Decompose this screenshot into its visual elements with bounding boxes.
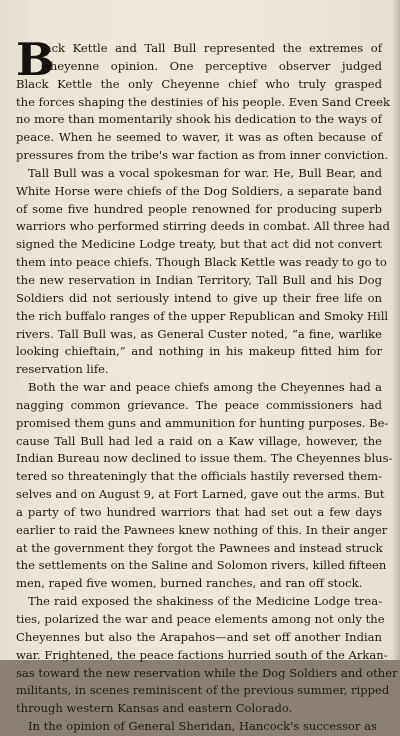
text-line: White Horse were chiefs of the Dog Soldiers, a separate band <box>16 183 382 198</box>
text-line: promised them guns and ammunition for hunting purposes. Be- <box>16 415 389 430</box>
text-line: selves and on August 9, at Fort Larned, gave out the arms. But <box>16 487 385 502</box>
text-line: pressures from the tribe's war faction as from inner conviction. <box>16 148 389 163</box>
body-text <box>16 33 398 736</box>
drop-cap: B <box>16 33 55 86</box>
text-line: sas toward the new reservation while the Dog Soldiers and other <box>16 665 398 680</box>
text-line: the new reservation in Indian Territory, Tall Bull and his Dog <box>16 272 382 287</box>
text-line: Tall Bull was a vocal spokesman for war. He, Bull Bear, and <box>28 165 382 180</box>
text-line: ties, polarized the war and peace elements among not only the <box>16 612 385 626</box>
text-line: a party of two hundred warriors that had set out a few days <box>16 504 382 519</box>
text-line: signed the Medicine Lodge treaty, but that act did not convert <box>16 237 382 252</box>
text-line: them into peace chiefs. Though Black Kettle was ready to go to <box>16 255 387 270</box>
text-line: rivers. Tall Bull was, as General Custer noted, “a fine, warlike <box>16 326 382 341</box>
text-line: warriors who performed stirring deeds in combat. All three had <box>16 219 390 234</box>
text-line: peace. When he seemed to waver, it was as often because of <box>16 130 382 145</box>
text-line: the forces shaping the destinies of his people. Even Sand Creek <box>16 94 390 109</box>
text-line: Cheyenne opinion. One perceptive observer judged <box>41 58 382 73</box>
text-line: earlier to raid the Pawnees knew nothing of this. In their anger <box>16 522 388 537</box>
text-line: looking chieftain,” and nothing in his makeup fitted him for <box>16 344 382 359</box>
text-line: The raid exposed the shakiness of the Medicine Lodge trea- <box>28 594 382 609</box>
text-line: men, raped five women, burned ranches, and ran off stock. <box>16 576 363 591</box>
text-line: no more than momentarily shook his dedication to the ways of <box>16 112 382 127</box>
text-line: Cheyennes but also the Arapahos—and set off another Indian <box>16 629 382 644</box>
text-line: war. Frightened, the peace factions hurried south of the Arkan- <box>16 647 388 662</box>
text-line: tered so threateningly that the officials hastily reversed them- <box>16 469 382 484</box>
text-line: at the government they forgot the Pawnees and instead struck <box>16 540 383 555</box>
text-line: through western Kansas and eastern Colorado. <box>16 701 293 716</box>
text-line: Black Kettle the only Cheyenne chief who truly grasped <box>16 76 382 91</box>
text-line: Indian Bureau now declined to issue them. The Cheyennes blus- <box>16 451 393 466</box>
text-line: Both the war and peace chiefs among the Cheyennes had a <box>28 380 382 395</box>
text-line: lack Kettle and Tall Bull represented the extremes of <box>41 41 382 55</box>
text-line: In the opinion of General Sheridan, Hancock's successor as <box>28 719 377 734</box>
text-line: Soldiers did not seriously intend to give up their free life on <box>16 290 382 305</box>
text-line: reservation life. <box>16 362 109 377</box>
text-line: nagging common grievance. The peace commissioners had <box>16 397 382 412</box>
text-line: cause Tall Bull had led a raid on a Kaw village, however, the <box>16 433 382 448</box>
text-line: of some five hundred people renowned for producing superb <box>16 201 382 216</box>
text-line: militants, in scenes reminiscent of the previous summer, ripped <box>16 683 390 698</box>
text-line: the settlements on the Saline and Solomon rivers, killed fifteen <box>16 558 387 573</box>
text-line: the rich buffalo ranges of the upper Republican and Smoky Hill <box>16 308 389 323</box>
